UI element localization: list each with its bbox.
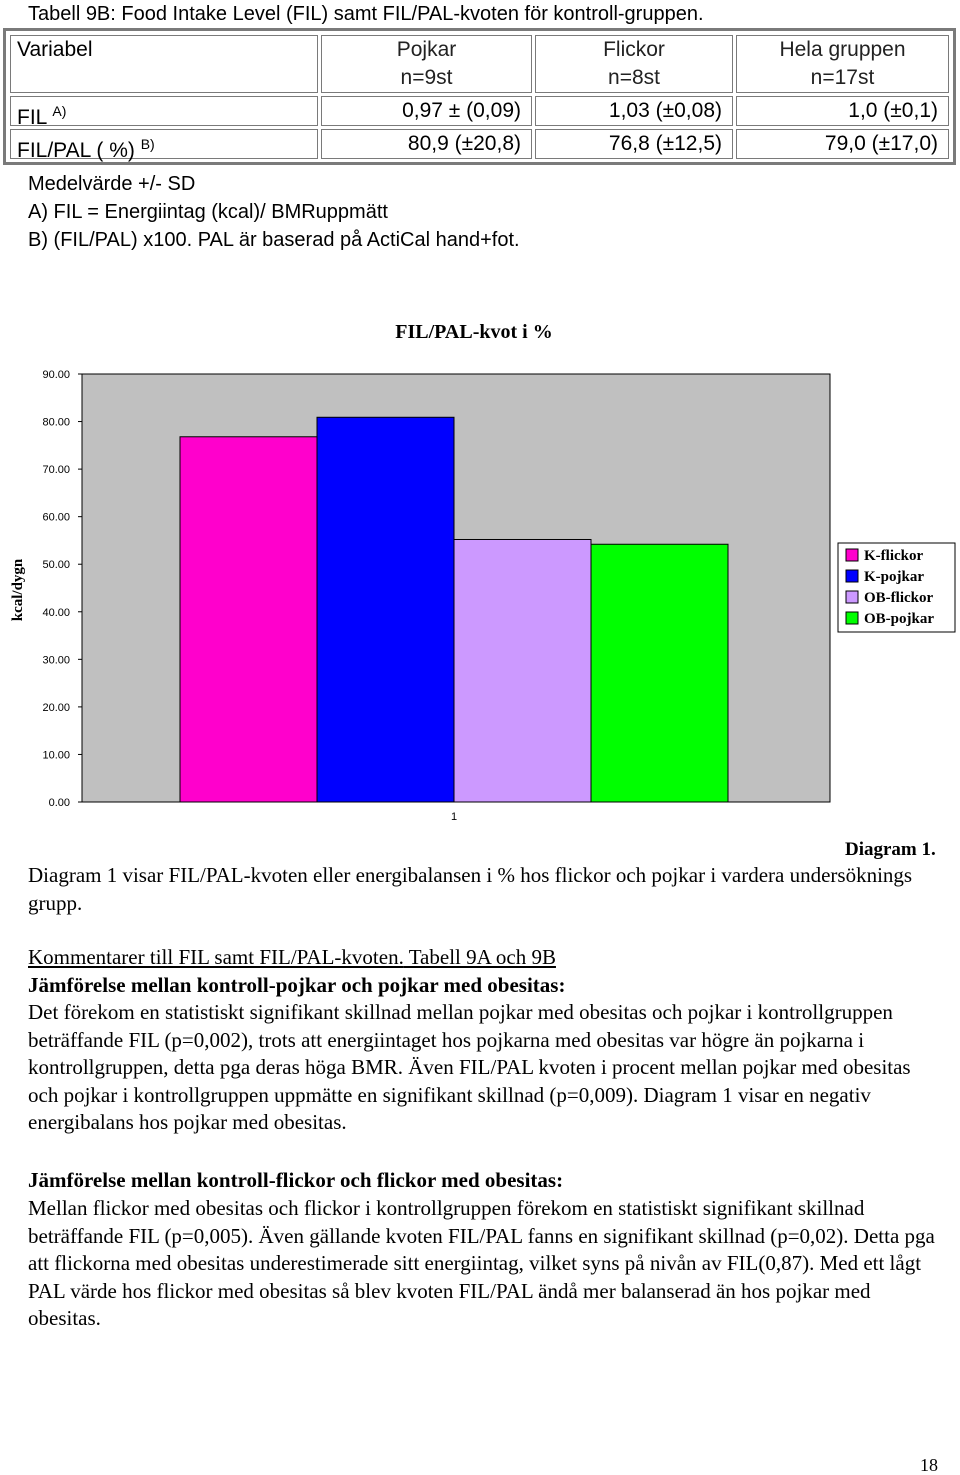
section2-heading: Jämförelse mellan kontroll-flickor och flickor med obesitas: [28,1168,564,1192]
legend-swatch [846,591,858,603]
header-sublabel: n=8st [608,66,660,89]
legend-swatch [846,549,858,561]
legend-label: K-pojkar [864,569,924,585]
table-notes [28,170,520,254]
y-tick-label: 80.00 [42,416,70,429]
legend-label: K-flickor [864,548,924,564]
header-label: Variabel [17,38,93,61]
bar-k-pojkar [317,417,454,802]
diagram-description: Diagram 1 visar FIL/PAL-kvoten eller energibalansen i % hos flickor och pojkar i vardera undersöknings grupp. [28,863,913,915]
section1-text: Det förekom en statistiskt signifikant skillnad mellan pojkar med obesitas och pojkar i kontrollgruppen beträffande FIL (p=0,002), trots att energiintaget hos pojkarna med obesitas var högre än pojkarna i kontrollgruppen, detta pga deras höga BMR. Även FIL/PAL kvoten i procent mellan pojkar med obesitas och pojkar i kontrollgruppen uppmätte en signifikant skillnad (p=0,009). Diagram 1 visar en negativ energibalans hos pojkar med obesitas. [28,1000,911,1134]
header-label: Pojkar [396,38,457,61]
section1-heading: Jämförelse mellan kontroll-pojkar och pojkar med obesitas: [28,973,566,997]
row-label: FIL/PAL ( %) [17,139,135,162]
header-cell-variabel [10,35,318,93]
fil-pal-chart [0,300,960,860]
y-tick-label: 50.00 [42,559,70,572]
legend-label: OB-flickor [864,590,934,606]
row-label-fil-pal [10,129,318,162]
legend-swatch [846,570,858,582]
table-cell: 1,0 (±0,1) [736,96,949,126]
note-mean-sd: Medelvärde +/- SD [28,173,196,195]
chart-title: FIL/PAL-kvot i % [395,321,553,343]
y-tick-label: 30.00 [42,654,70,667]
y-tick-label: 90.00 [42,369,70,381]
y-tick-label: 70.00 [42,464,70,477]
fil-table [3,28,956,165]
header-cell-hela-gruppen [736,35,949,93]
table-cell: 1,03 (±0,08) [535,96,733,126]
table-cell: 0,97 ± (0,09) [321,96,532,126]
legend-label: OB-pojkar [864,611,935,627]
y-axis-label: kcal/dygn [10,558,26,622]
y-tick-label: 0.00 [48,797,70,809]
comments-heading-part-b: Tabell 9A och 9B [403,945,556,969]
note-fil-pal-definition: B) (FIL/PAL) x100. PAL är baserad på ActiCal hand+fot. [28,229,520,251]
table-cell: 80,9 (±20,8) [321,129,532,159]
y-tick-label: 10.00 [42,749,70,762]
y-tick-label: 40.00 [42,606,70,619]
table-cell: 76,8 (±12,5) [535,129,733,159]
bar-k-flickor [180,437,317,802]
header-label: Flickor [603,38,665,61]
comments-heading [28,944,928,972]
y-tick-label: 60.00 [42,511,70,524]
comments-heading-part-a: Kommentarer till FIL samt FIL/PAL-kvoten. [28,945,404,969]
header-sublabel: n=17st [810,66,875,89]
header-cell-pojkar [321,35,532,93]
row-label: FIL [17,106,47,129]
table-cell: 79,0 (±17,0) [736,129,949,159]
bar-ob-flickor [454,539,591,802]
header-label: Hela gruppen [779,38,906,61]
row-superscript: B) [140,136,155,152]
section2-text: Mellan flickor med obesitas och flickor i kontrollgruppen förekom en statistiskt signifikant skillnad beträffande FIL (p=0,005). Även gällande kvoten FIL/PAL fanns en signifikant skillnad (p=0,02). Detta pga att flickorna med obesitas underestimerade sitt energiintag, vilket syns på nivån av FIL(0,87). Med ett lågt PAL värde hos flickor med obesitas så blev kvoten FIL/PAL ändå mer balanserad än hos pojkar med obesitas. [28,1196,935,1330]
y-tick-label: 20.00 [42,701,70,714]
header-cell-flickor [535,35,733,93]
page-number: 18 [920,1455,938,1475]
row-label-fil [10,96,318,129]
note-fil-definition: A) FIL = Energiintag (kcal)/ BMRuppmätt [28,201,388,223]
legend-swatch [846,612,858,624]
header-sublabel: n=9st [400,66,453,89]
table-caption: Tabell 9B: Food Intake Level (FIL) samt FIL/PAL-kvoten för kontroll-gruppen. [28,3,704,25]
diagram-caption: Diagram 1. [845,839,936,860]
bar-ob-pojkar [591,544,728,802]
x-tick-label: 1 [450,811,458,823]
row-superscript: A) [52,103,67,119]
